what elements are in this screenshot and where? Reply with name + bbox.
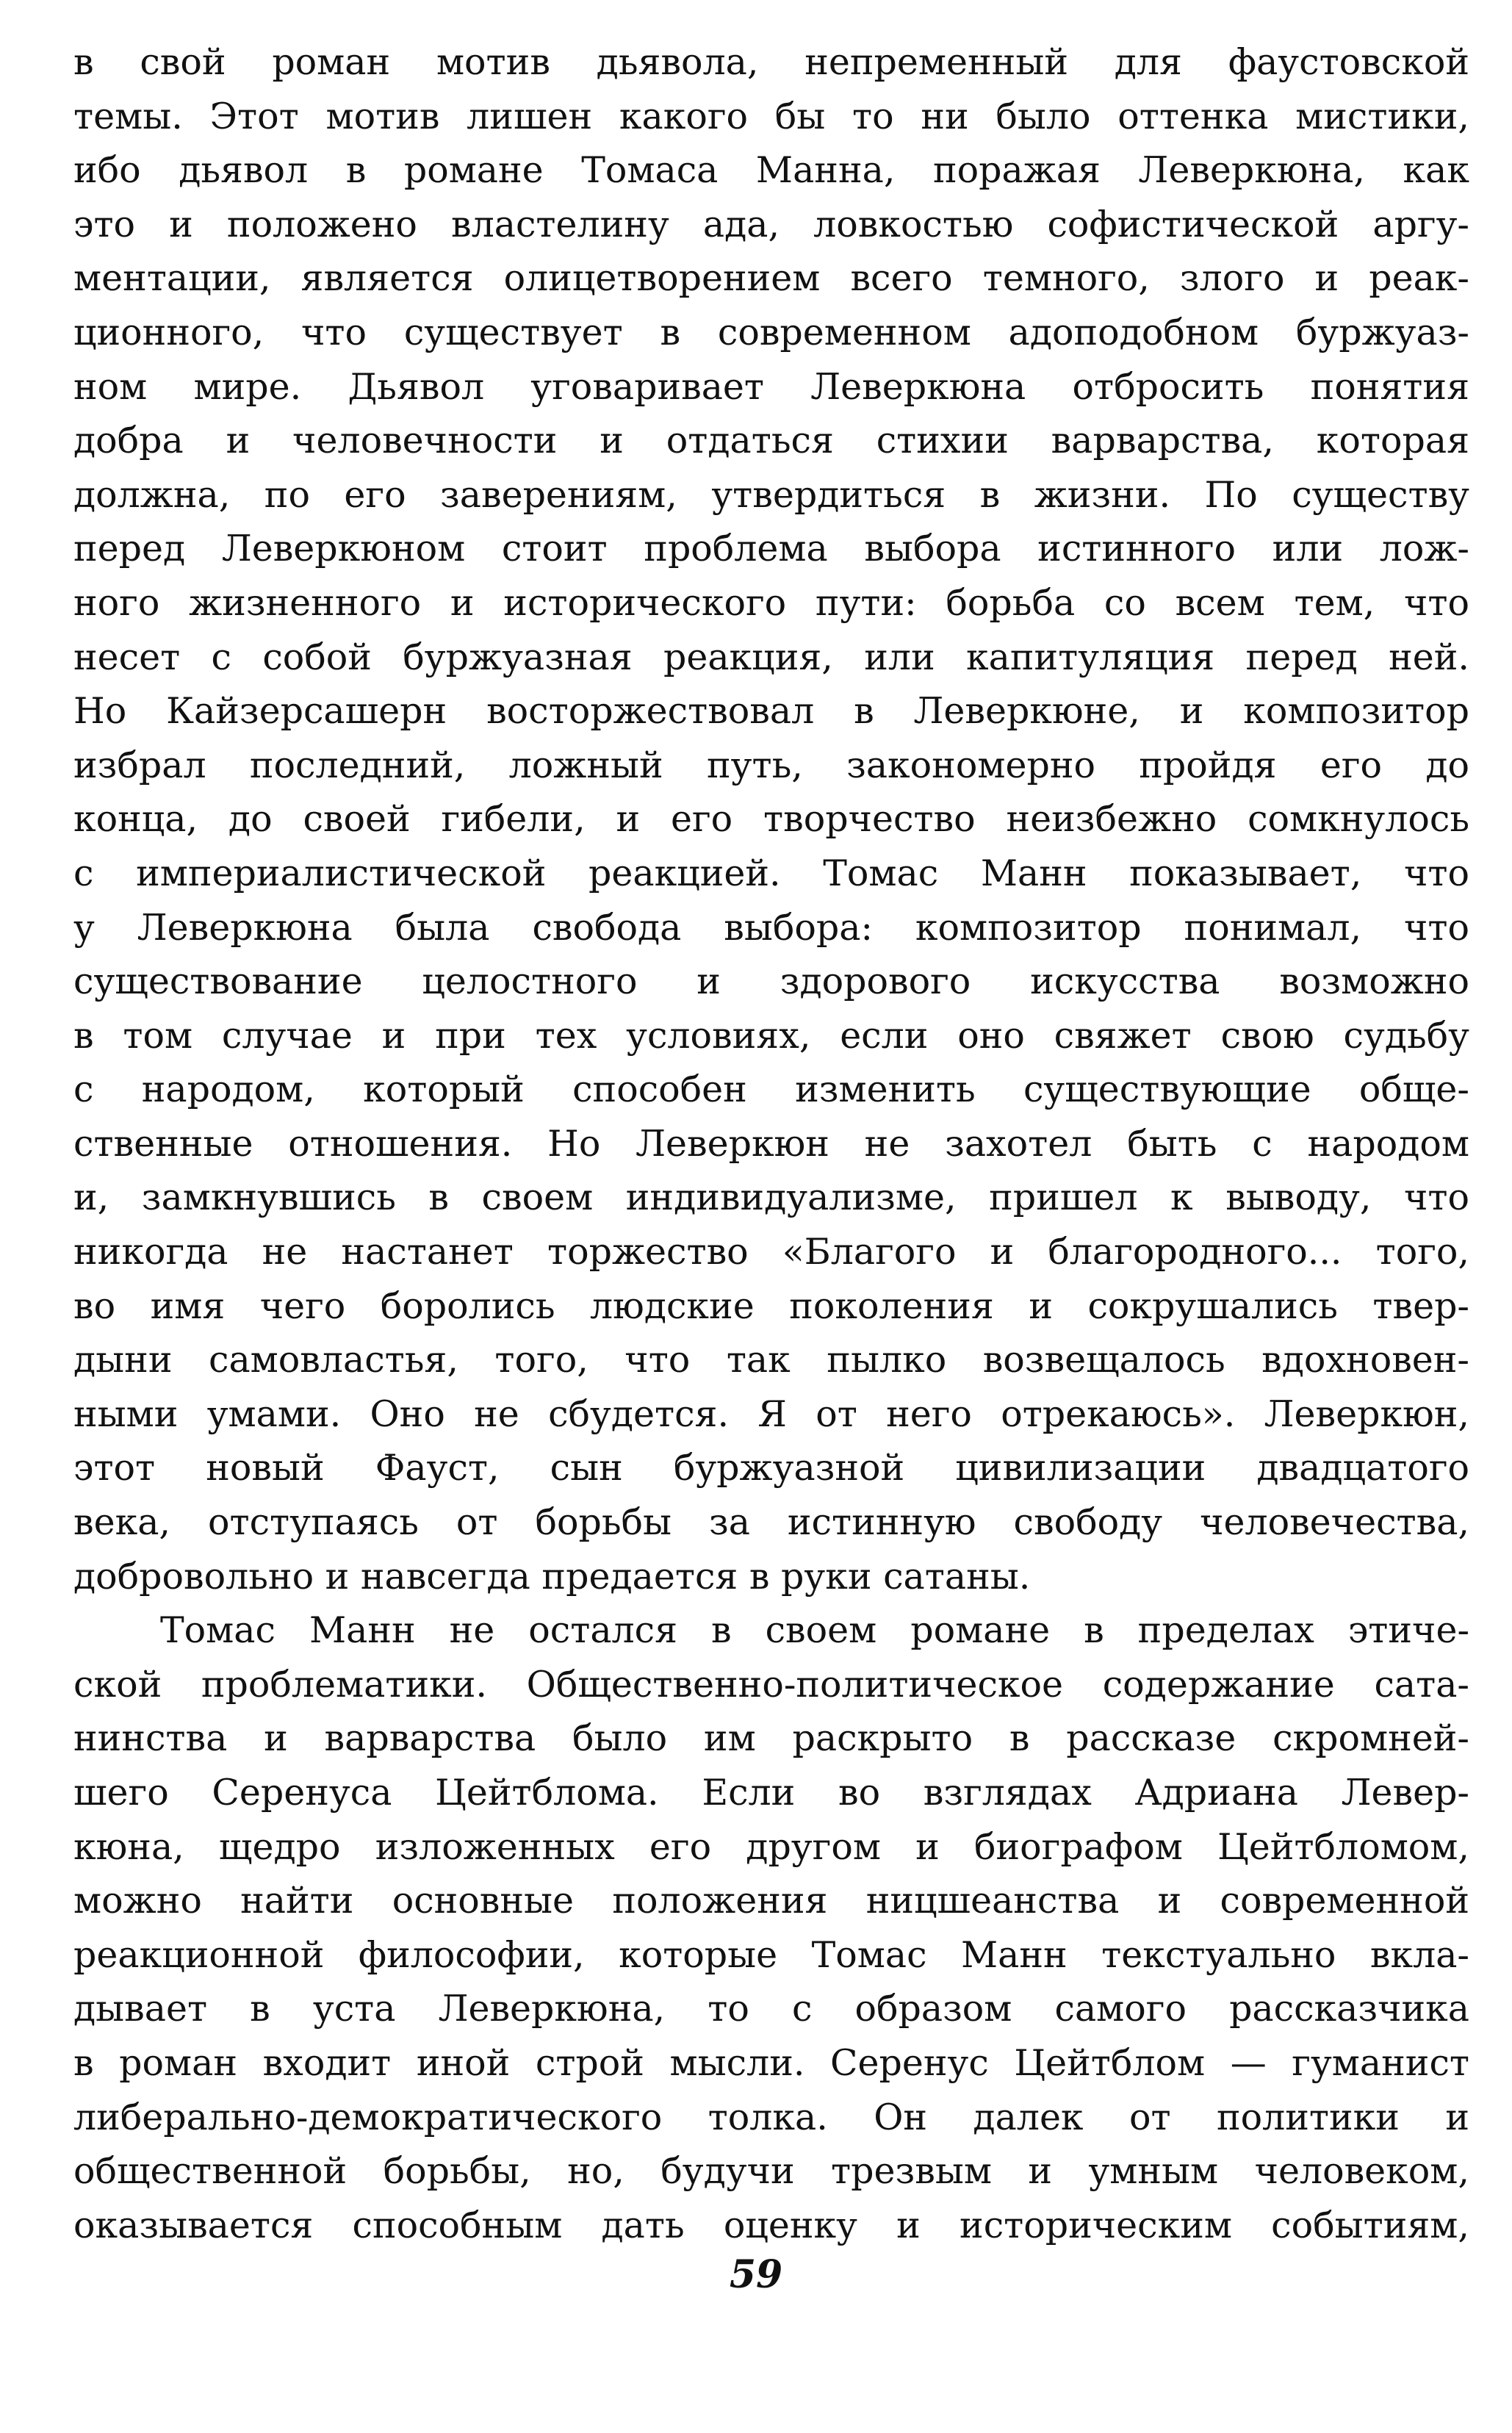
text-line: в роман входит иной строй мысли. Серенус Цейтблом — гуманист: [73, 2041, 1469, 2084]
text-line: существование целостного и здорового искусства возможно: [73, 960, 1469, 1003]
text-line: это и положено властелину ада, ловкостью софистической аргу-: [73, 203, 1469, 245]
text-line: либерально-демократического толка. Он далек от политики и: [73, 2096, 1469, 2138]
text-line: ном мире. Дьявол уговаривает Леверкюна отбросить понятия: [73, 365, 1469, 408]
text-line: ционного, что существует в современном адоподобном буржуаз-: [73, 311, 1469, 353]
body-text: [73, 35, 1469, 2252]
text-line: Томас Манн не остался в своем романе в пределах этиче-: [160, 1609, 1469, 1652]
text-line: дыни самовластья, того, что так пылко возвещалось вдохновен-: [73, 1339, 1469, 1381]
text-line: ской проблематики. Общественно-политическое содержание сата-: [73, 1663, 1469, 1706]
text-line: добра и человечности и отдаться стихии варварства, которая: [73, 420, 1469, 462]
text-line: дывает в уста Леверкюна, то с образом самого рассказчика: [73, 1988, 1469, 2030]
text-line: конца, до своей гибели, и его творчество неизбежно сомкнулось: [73, 798, 1469, 841]
paragraph: [73, 1603, 1469, 2252]
text-line: ственные отношения. Но Леверкюн не захотел быть с народом: [73, 1122, 1469, 1165]
text-line: ного жизненного и исторического пути: борьба со всем тем, что: [73, 581, 1469, 624]
paragraph: [73, 35, 1469, 1603]
text-line: ными умами. Оно не сбудется. Я от него отрекаюсь». Леверкюн,: [73, 1392, 1469, 1435]
text-line: избрал последний, ложный путь, закономерно пройдя его до: [73, 744, 1469, 786]
text-line: века, отступаясь от борьбы за истинную свободу человечества,: [73, 1501, 1469, 1544]
page-number: 59: [729, 2252, 783, 2297]
text-line: добровольно и навсегда предается в руки сатаны.: [73, 1555, 1031, 1598]
text-line: этот новый Фауст, сын буржуазной цивилизации двадцатого: [73, 1447, 1469, 1489]
text-line: и, замкнувшись в своем индивидуализме, пришел к выводу, что: [73, 1176, 1469, 1219]
text-line: ментации, является олицетворением всего темного, злого и реак-: [73, 257, 1469, 300]
text-line: темы. Этот мотив лишен какого бы то ни было оттенка мистики,: [73, 95, 1469, 137]
text-line: нинства и варварства было им раскрыто в рассказе скромней-: [73, 1717, 1469, 1760]
text-line: ибо дьявол в романе Томаса Манна, поражая Леверкюна, как: [73, 149, 1469, 192]
text-line: должна, по его заверениям, утвердиться в жизни. По существу: [73, 473, 1469, 516]
text-line: общественной борьбы, но, будучи трезвым и умным человеком,: [73, 2150, 1469, 2193]
text-line: во имя чего боролись людские поколения и сокрушались твер-: [73, 1284, 1469, 1327]
text-line: с империалистической реакцией. Томас Манн показывает, что: [73, 852, 1469, 894]
text-line: в том случае и при тех условиях, если оно свяжет свою судьбу: [73, 1014, 1469, 1057]
text-line: у Леверкюна была свобода выбора: композитор понимал, что: [73, 906, 1469, 949]
text-line: шего Серенуса Цейтблома. Если во взглядах Адриана Левер-: [73, 1772, 1469, 1814]
text-line: несет с собой буржуазная реакция, или капитуляция перед ней.: [73, 636, 1469, 678]
text-line: Но Кайзерсашерн восторжествовал в Леверкюне, и композитор: [73, 690, 1469, 733]
text-line: перед Леверкюном стоит проблема выбора истинного или лож-: [73, 528, 1469, 570]
text-line: кюна, щедро изложенных его другом и биографом Цейтбломом,: [73, 1825, 1469, 1868]
text-line: реакционной философии, которые Томас Манн текстуально вкла-: [73, 1933, 1469, 1976]
text-line: никогда не настанет торжество «Благого и благородного... того,: [73, 1231, 1469, 1273]
text-line: с народом, который способен изменить существующие обще-: [73, 1068, 1469, 1111]
text-line: оказывается способным дать оценку и историческим событиям,: [73, 2204, 1469, 2246]
text-line: в свой роман мотив дьявола, непременный для фаустовской: [73, 41, 1469, 83]
text-line: можно найти основные положения ницшеанства и современной: [73, 1880, 1469, 1922]
